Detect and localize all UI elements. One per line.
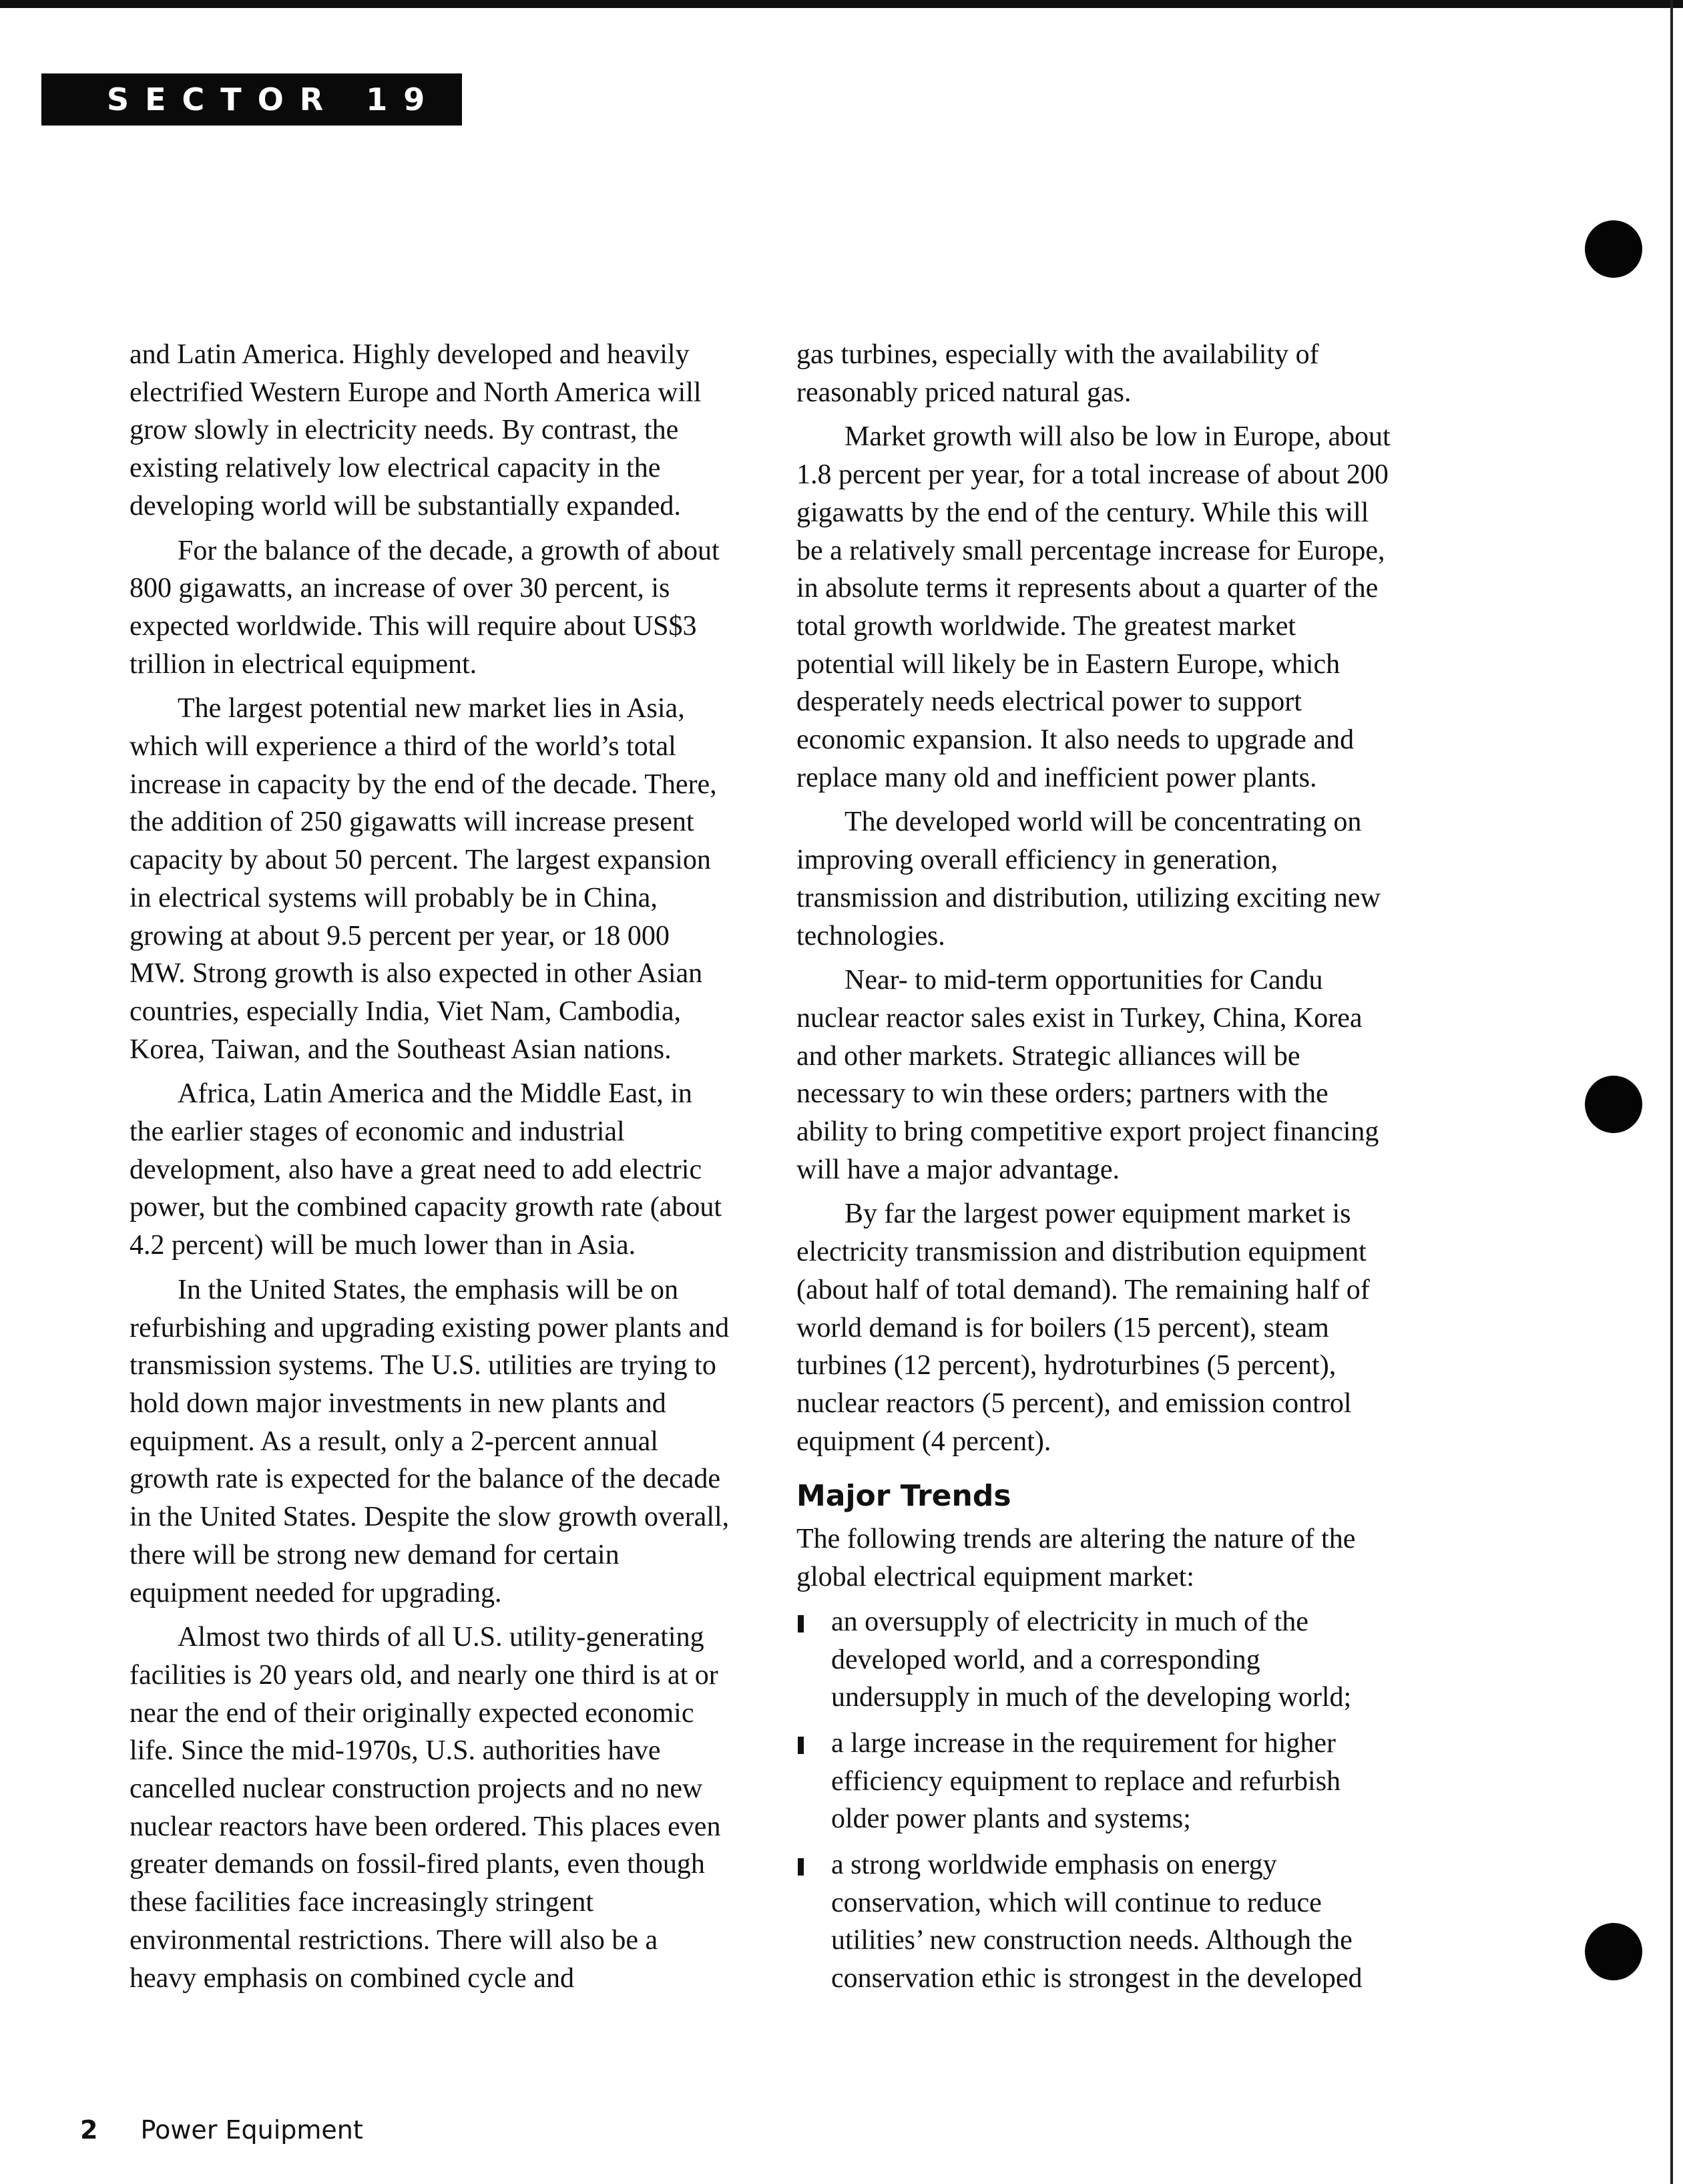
top-border-rule (0, 0, 1683, 8)
binder-hole-top (1585, 220, 1642, 278)
bullet-icon (798, 1858, 804, 1876)
footer-title: Power Equipment (140, 2115, 363, 2145)
body-paragraph: Africa, Latin America and the Middle East, in the earlier stages of economic and industrial development, also have a great need to add electric power, but the combined capacity growth rate (about 4.2 percent) will be much lower than in Asia. (130, 1078, 722, 1261)
page-number: 2 (80, 2115, 98, 2145)
page-footer (80, 2115, 363, 2145)
body-paragraph: The largest potential new market lies in Asia, which will experience a third of the world’s total increase in capacity by the end of the decade. There, the addition of 250 gigawatts will increase present capacity by about 50 percent. The largest expansion in electrical systems will probably be in China, growing at about 9.5 percent per year, or 18 000 MW. Strong growth is also expected in other Asian countries, especially India, Viet Nam, Cambodia, Korea, Taiwan, and the Southeast Asian nations. (130, 693, 717, 1065)
list-item (796, 1725, 1397, 1838)
body-paragraph: Near- to mid-term opportunities for Candu nuclear reactor sales exist in Turkey, China, Korea and other markets. Strategic alliances will be necessary to win these orders; partners with the ability to bring competitive export project financing will have a major advantage. (796, 965, 1379, 1185)
body-paragraph: The developed world will be concentrating on improving overall efficiency in generation, transmission and distribution, utilizing exciting new technologies. (796, 807, 1381, 951)
body-paragraph: For the balance of the decade, a growth of about 800 gigawatts, an increase of over 30 percent, is expected worldwide. This will require about US$3 trillion in electrical equipment. (130, 535, 720, 680)
body-paragraph: In the United States, the emphasis will be on refurbishing and upgrading existing power plants and transmission systems. The U.S. utilities are trying to hold down major investments in new plants and equipment. As a result, only a 2-percent annual growth rate is expected for the balance of the decade in the United States. Despite the slow growth overall, there will be strong new demand for certain equipment needed for upgrading. (130, 1274, 730, 1608)
list-item-text: a large increase in the requirement for higher efficiency equipment to replace and refurbish older power plants and systems; (831, 1727, 1341, 1835)
trends-list (796, 1603, 1397, 1998)
binder-hole-middle (1585, 1076, 1642, 1133)
section-intro: The following trends are altering the nature of the global electrical equipment market: (796, 1524, 1356, 1593)
left-column (130, 336, 730, 1997)
bullet-icon (798, 1737, 804, 1754)
body-paragraph: gas turbines, especially with the availability of reasonably priced natural gas. (796, 339, 1319, 408)
body-paragraph: Almost two thirds of all U.S. utility-generating facilities is 20 years old, and nearly one third is at or near the end of their originally expected economic life. Since the mid-1970s, U.S. authorities have cancelled nuclear construction projects and no new nuclear reactors have been ordered. This places even greater demands on fossil-fired plants, even though these facilities face increasingly stringent environmental restrictions. There will also be a heavy emphasis on combined cycle and (130, 1622, 721, 1994)
list-item-text: a strong worldwide emphasis on energy conservation, which will continue to reduce utilities’ new construction needs. Although the conservation ethic is strongest in the developed (831, 1849, 1363, 1994)
right-border-rule (1670, 0, 1673, 2184)
sector-label: SECTOR 19 (107, 81, 441, 118)
section-heading-major-trends: Major Trends (796, 1479, 1011, 1514)
list-item (796, 1846, 1397, 1998)
binder-hole-bottom (1585, 1923, 1642, 1980)
list-item-text: an oversupply of electricity in much of the developed world, and a corresponding undersupply in much of the developing world; (831, 1606, 1352, 1713)
bullet-icon (798, 1615, 804, 1632)
body-paragraph: Market growth will also be low in Europe, about 1.8 percent per year, for a total increase of about 200 gigawatts by the end of the century. While this will be a relatively small percentage increase for Europe, in absolute terms it represents about a quarter of the total growth worldwide. The greatest market potential will likely be in Eastern Europe, which desperately needs electrical power to support economic expansion. It also needs to upgrade and replace many old and inefficient power plants. (796, 421, 1391, 793)
body-paragraph: and Latin America. Highly developed and heavily electrified Western Europe and North America will grow slowly in electricity needs. By contrast, the existing relatively low electrical capacity in the developing world will be substantially expanded. (130, 339, 702, 521)
body-paragraph: By far the largest power equipment market is electricity transmission and distribution equipment (about half of total demand). The remaining half of world demand is for boilers (15 percent), steam turbines (12 percent), hydroturbines (5 percent), nuclear reactors (5 percent), and emission control equipment (4 percent). (796, 1198, 1370, 1457)
sector-tab (41, 73, 462, 126)
right-column (796, 336, 1397, 2006)
list-item (796, 1603, 1397, 1717)
